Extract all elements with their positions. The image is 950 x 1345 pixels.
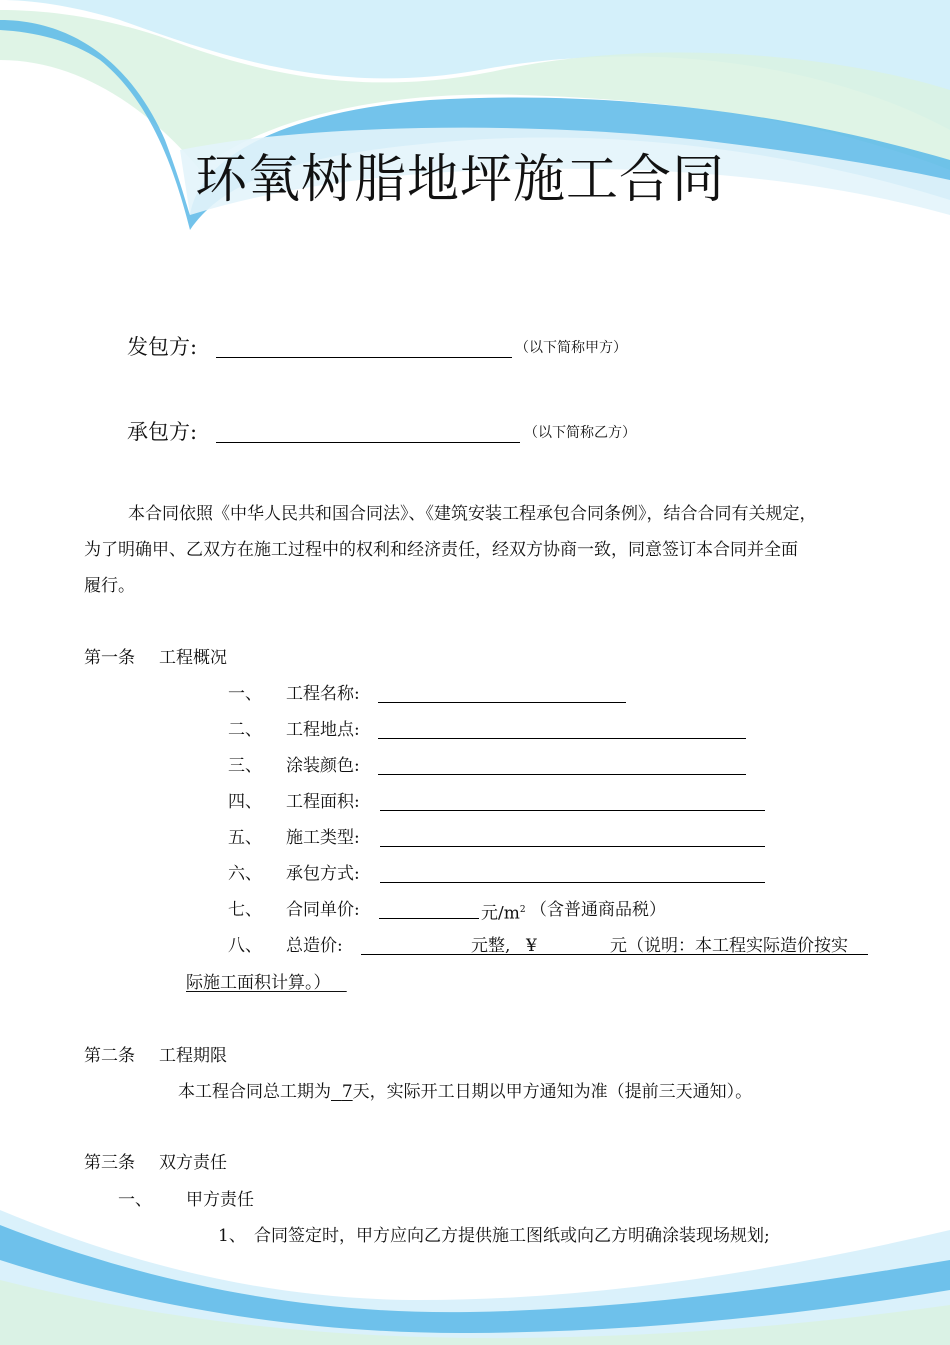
item-7-number: 七、: [228, 900, 262, 920]
article3-number: 第三条: [84, 1153, 135, 1173]
total-price-note-continued: 际施工面积计算。）: [186, 973, 331, 993]
item-6-number: 六、: [228, 864, 262, 884]
article3-heading: 双方责任: [159, 1153, 227, 1173]
item-5-number: 五、: [228, 828, 262, 848]
item-2-label: 工程地点:: [286, 720, 360, 740]
party-b-label: 承包方:: [127, 420, 198, 444]
party-b-blank[interactable]: [216, 442, 520, 443]
article2-heading: 工程期限: [159, 1046, 227, 1066]
item-7-label: 合同单价:: [286, 900, 360, 920]
intro-line-2: 为了明确甲、乙双方在施工过程中的权利和经济责任，经双方协商一致，同意签订本合同并全面: [84, 540, 798, 560]
item-8-number: 八、: [228, 936, 262, 956]
clause-number: 1、: [218, 1226, 246, 1246]
coating-color-blank[interactable]: [378, 774, 746, 775]
party-a-note: （以下简称甲方）: [515, 340, 627, 356]
party-a-label: 发包方:: [127, 335, 198, 359]
document-title: 环氧树脂地坪施工合同: [194, 150, 725, 210]
article1-number: 第一条: [84, 648, 135, 668]
unit-price-blank[interactable]: [379, 918, 479, 919]
duration-text: 本工程合同总工期为 7天，实际开工日期以甲方通知为准（提前三天通知）。: [178, 1082, 753, 1102]
unit-price-unit: 元$/m^2$: [481, 903, 526, 924]
item-2-number: 二、: [228, 720, 262, 740]
item-1-number: 一、: [228, 684, 262, 704]
item-5-label: 施工类型:: [286, 828, 360, 848]
intro-line-3: 履行。: [84, 576, 135, 596]
project-location-blank[interactable]: [378, 738, 746, 739]
item-1-label: 工程名称:: [286, 684, 360, 704]
party-b-note: （以下简称乙方）: [524, 425, 636, 441]
total-yuan-text: 元整,: [471, 936, 511, 956]
item-4-label: 工程面积:: [286, 792, 360, 812]
item-4-number: 四、: [228, 792, 262, 812]
construction-type-blank[interactable]: [380, 846, 765, 847]
intro-line-1: 本合同依照《中华人民共和国合同法》、《建筑安装工程承包合同条例》，结合合同有关规定，: [128, 504, 817, 524]
contract-mode-blank[interactable]: [380, 882, 765, 883]
party-a-blank[interactable]: [216, 357, 512, 358]
project-area-blank[interactable]: [380, 810, 765, 811]
article1-heading: 工程概况: [159, 648, 227, 668]
subsection-heading: 甲方责任: [186, 1190, 254, 1210]
project-name-blank[interactable]: [378, 702, 626, 703]
item-3-number: 三、: [228, 756, 262, 776]
unit-price-note: （含普通商品税）: [530, 900, 666, 920]
article2-number: 第二条: [84, 1046, 135, 1066]
subsection-number: 一、: [118, 1190, 152, 1210]
item-8-label: 总造价:: [286, 936, 343, 956]
duration-days: 7: [341, 1082, 353, 1102]
yuan-symbol: ¥: [526, 936, 537, 956]
total-price-note: 元（说明：本工程实际造价按实: [610, 936, 848, 956]
item-3-label: 涂装颜色:: [286, 756, 360, 776]
clause-text: 合同签定时，甲方应向乙方提供施工图纸或向乙方明确涂装现场规划;: [254, 1226, 770, 1246]
item-6-label: 承包方式:: [286, 864, 360, 884]
